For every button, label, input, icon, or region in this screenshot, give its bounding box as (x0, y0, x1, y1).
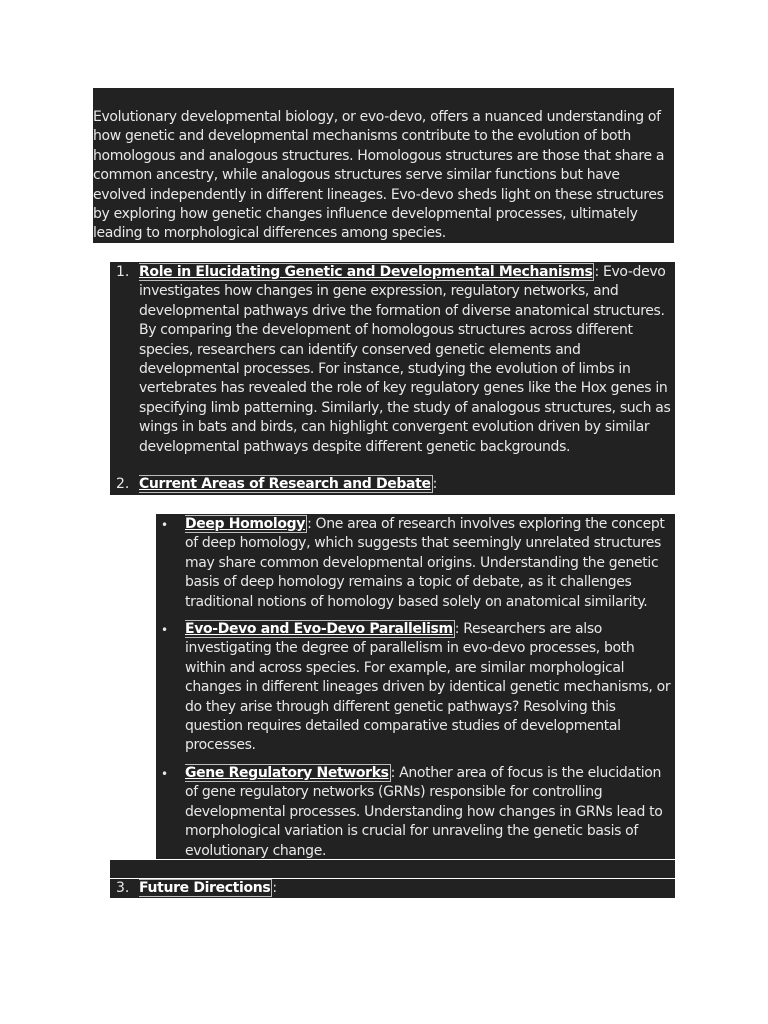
list-number: 3. (116, 880, 130, 896)
list-number: 1. (116, 264, 130, 280)
section-1-text: : Evo-devo investigates how changes in gene expression, regulatory networks, and developmental pathways drive the formation of diverse anatomical structures. By comparing the development of homologous structures across different species, researchers can identify conserved genetic elements and developmental processes. For instance, studying the evolution of limbs in vertebrates has revealed the role of key regulatory genes like the Hox genes in specifying limb patterning. Similarly, the study of analogous structures, such as wings in bats and birds, can highlight convergent evolution driven by similar developmental pathways despite different genetic backgrounds. (139, 264, 671, 455)
bullet-heading-parallelism: Evo-Devo and Evo-Devo Parallelism (185, 621, 453, 637)
bullet-heading-deep-homology: Deep Homology (185, 516, 306, 532)
list-item-section-2 (110, 474, 675, 495)
bullet-item-deep-homology (185, 515, 671, 612)
section-1-heading: Role in Elucidating Genetic and Developmental Mechanisms (139, 264, 593, 280)
bullet-text-parallelism: : Researchers are also investigating the degree of parallelism in evo-devo processes, both within and across species. For example, are similar morphological changes in different lineages driven by identical genetic mechanisms, or do they arise through different genetic pathways? Resolving this question requires detailed comparative studies of developmental processes. (185, 621, 671, 754)
bullet-text-deep-homology: : One area of research involves exploring the concept of deep homology, which suggests that seemingly unrelated structures may share common developmental origins. Understanding the genetic basis of deep homology remains a topic of debate, as it challenges traditional notions of homology based solely on anatomical similarity. (185, 516, 665, 610)
bullet-text-grn: : Another area of focus is the elucidation of gene regulatory networks (GRNs) responsible for controlling developmental processes. Understanding how changes in GRNs lead to morphological variation is crucial for unraveling the genetic basis of evolutionary change. (185, 765, 663, 859)
section-3-text: : (272, 880, 277, 896)
section-3-body (139, 879, 673, 898)
section-2-body (139, 475, 673, 494)
intro-paragraph (93, 88, 674, 243)
intro-text: Evolutionary developmental biology, or evo-devo, offers a nuanced understanding of how genetic and developmental mechanisms contribute to the evolution of both homologous and analogous structures. Homologous structures are those that share a common ancestry, while analogous structures serve similar functions but have evolved independently in different lineages. Evo-devo sheds light on these structures by exploring how genetic changes influence developmental processes, ultimately leading to morphological differences among species. (93, 109, 665, 242)
bullet-marker: • (161, 623, 169, 637)
bullet-marker: • (161, 767, 169, 781)
section-1-body (139, 263, 673, 457)
bullet-heading-grn: Gene Regulatory Networks (185, 765, 389, 781)
bullet-list (156, 514, 675, 859)
list-item-section-1 (110, 262, 675, 495)
bullet-item-grn (185, 764, 671, 861)
list-spacer (110, 860, 675, 878)
section-2-text: : (432, 476, 438, 492)
bullet-item-parallelism (185, 620, 671, 756)
bullet-marker: • (161, 518, 169, 532)
section-3-heading: Future Directions (139, 880, 271, 896)
section-2-heading: Current Areas of Research and Debate (139, 476, 431, 492)
list-number: 2. (116, 476, 130, 492)
list-item-section-3 (110, 879, 675, 898)
